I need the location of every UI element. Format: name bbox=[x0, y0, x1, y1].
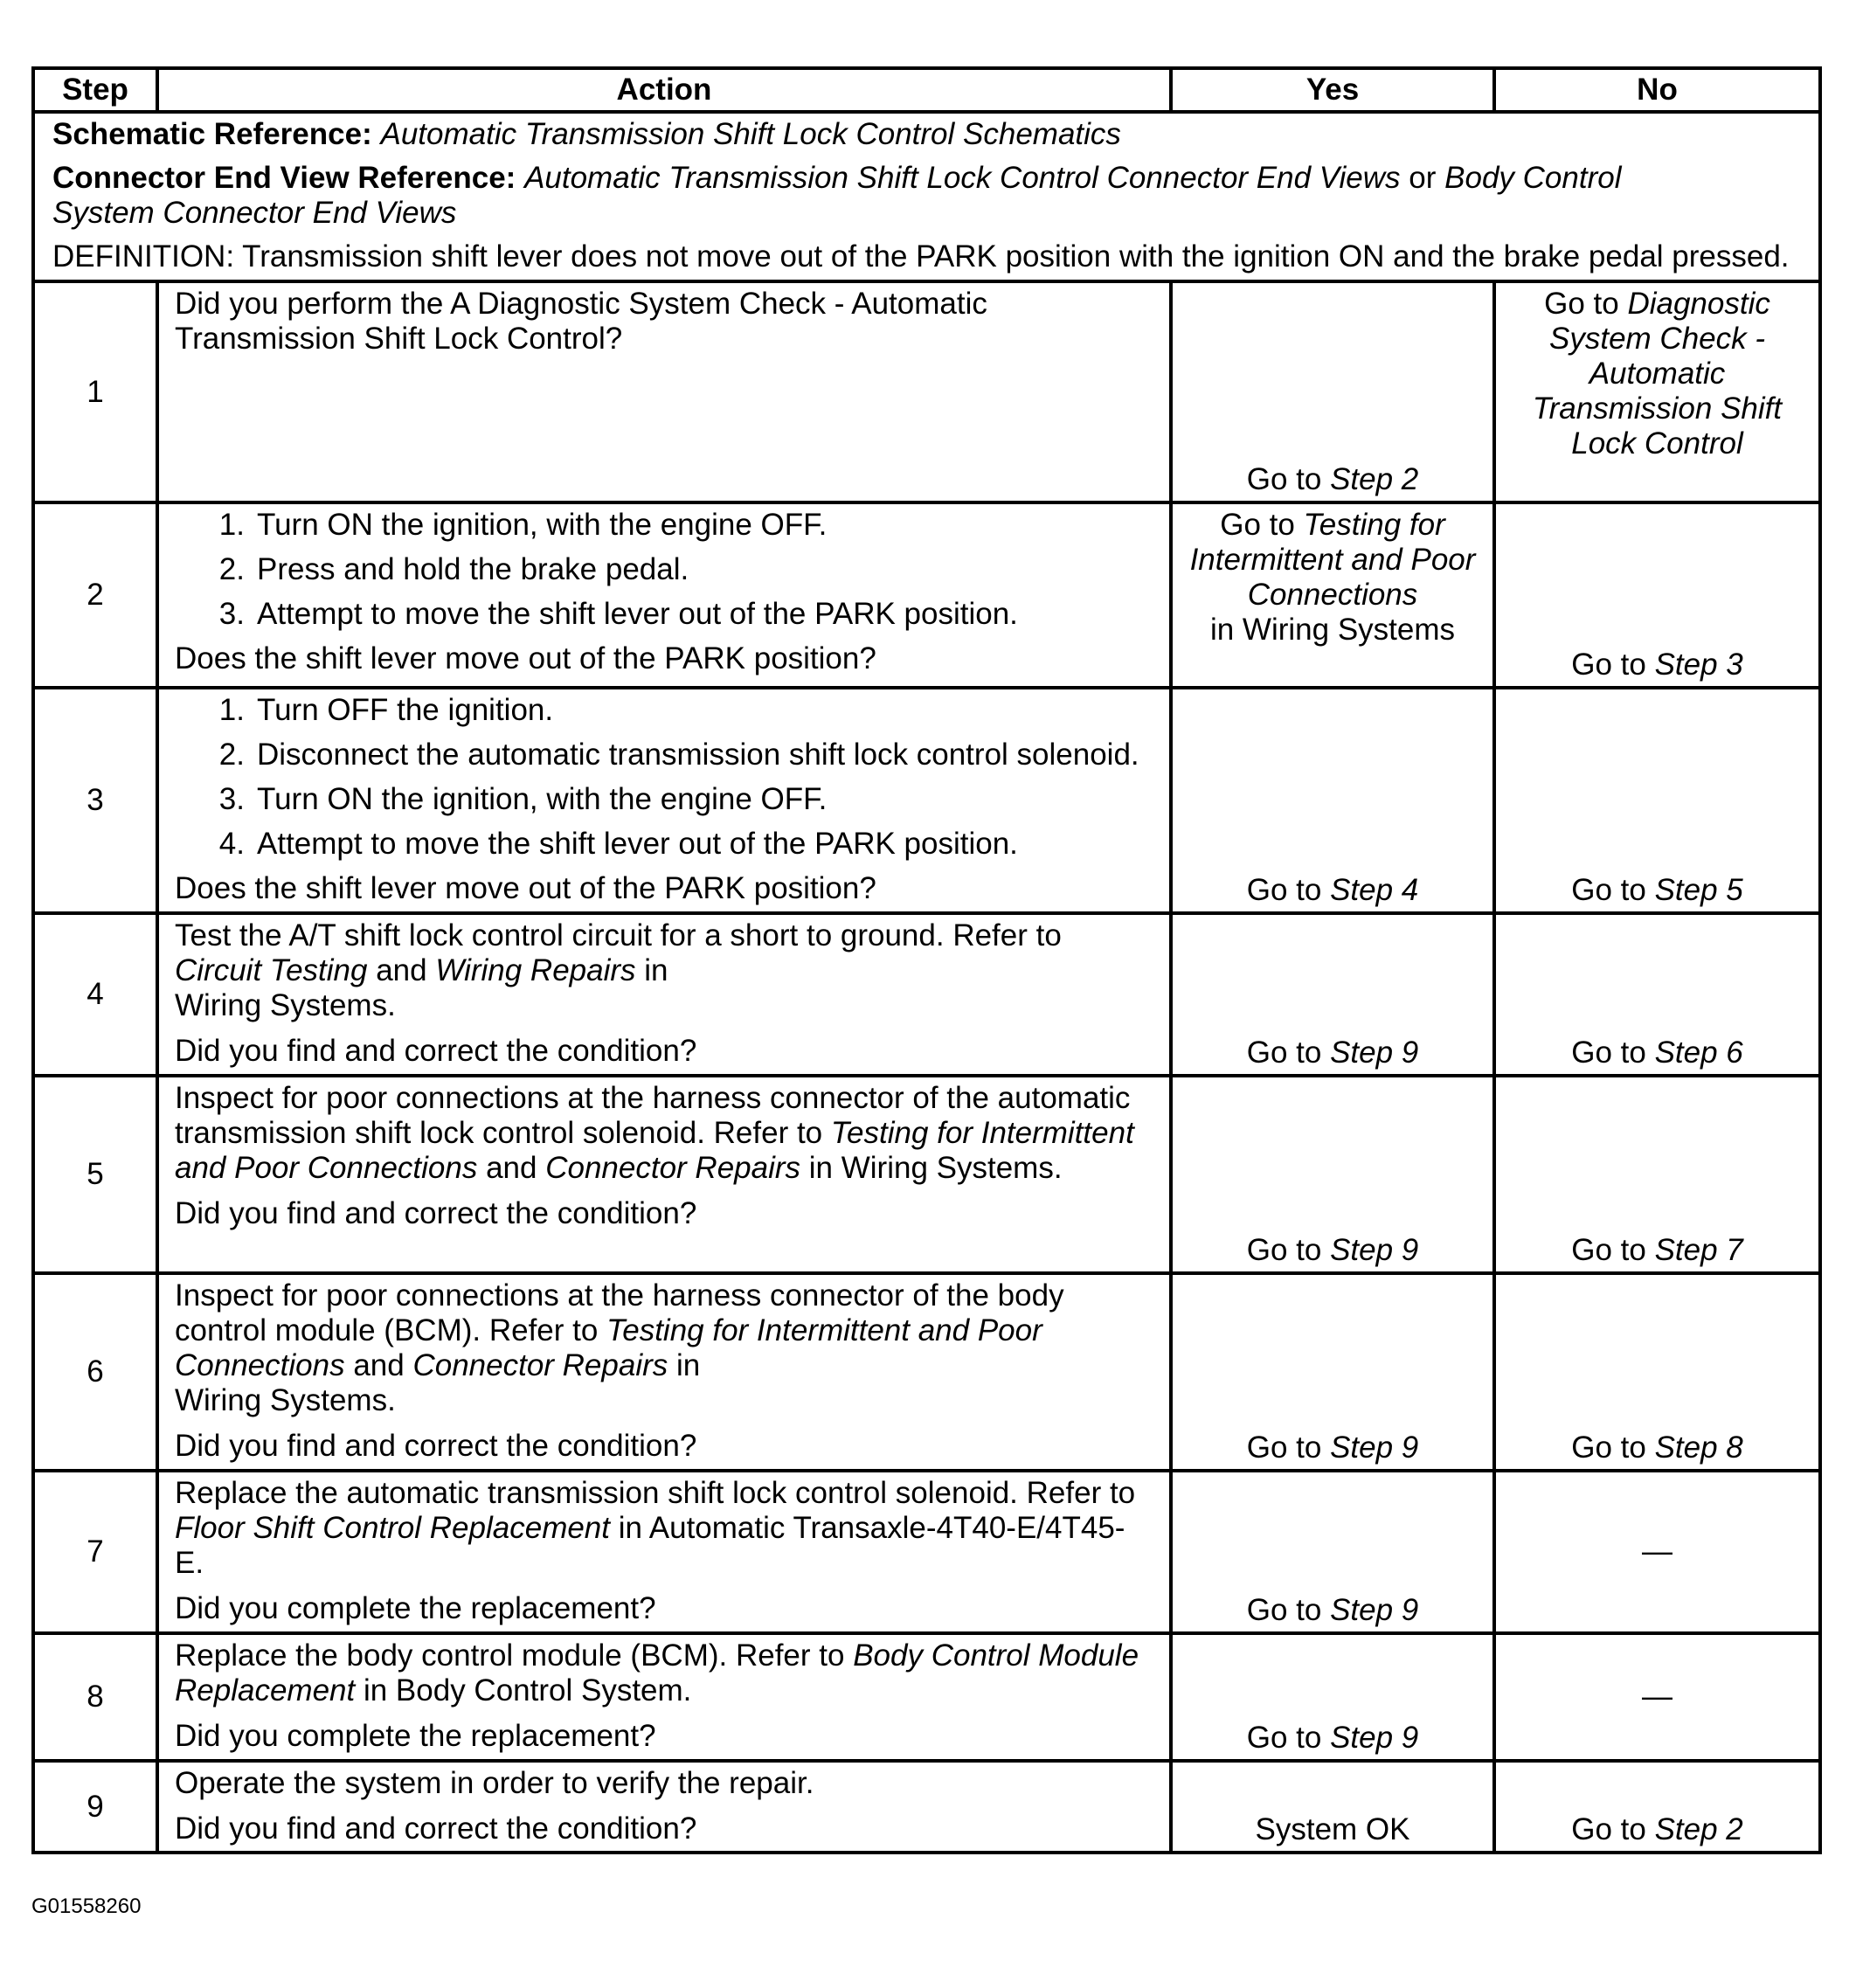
no-link[interactable]: Step 7 bbox=[1654, 1233, 1743, 1267]
reference-link[interactable]: Testing for Intermittent and Poor Connections bbox=[175, 1313, 1042, 1382]
yes-link[interactable]: Step 9 bbox=[1330, 1430, 1419, 1465]
reference-cell bbox=[33, 112, 1820, 281]
step-number: 6 bbox=[33, 1273, 157, 1471]
yes-cell: Go to Step 9 bbox=[1171, 913, 1494, 1076]
definition: DEFINITION: Transmission shift lever does not move out of the PARK position with the ignition ON and the brake pedal pressed. bbox=[52, 239, 1790, 274]
no-cell bbox=[1494, 1471, 1820, 1633]
action-cell: Replace the automatic transmission shift lock control solenoid. Refer to Floor Shift Control Replacement in Automatic Transaxle-4T40-E/4T45-E. Did you complete the replacement? bbox=[157, 1471, 1171, 1633]
no-link[interactable]: Step 3 bbox=[1654, 648, 1743, 682]
table-row bbox=[33, 913, 1820, 1076]
yes-link[interactable]: Testing for Intermittent and Poor Connections bbox=[1189, 508, 1476, 612]
connector-reference: Connector End View Reference: Automatic Transmission Shift Lock Control Connector End Views or Body Control System Connector End Views bbox=[52, 161, 1622, 230]
no-cell: Go to Step 2 bbox=[1494, 1761, 1820, 1853]
yes-cell: Go to Step 2 bbox=[1171, 281, 1494, 502]
table-row bbox=[33, 1076, 1820, 1273]
table-row bbox=[33, 502, 1820, 688]
yes-cell: Go to Testing for Intermittent and Poor Connections in Wiring Systems bbox=[1171, 502, 1494, 688]
table-row bbox=[33, 688, 1820, 913]
figure-id: G01558260 bbox=[31, 1894, 142, 1918]
yes-link[interactable]: Step 9 bbox=[1330, 1721, 1419, 1755]
reference-link[interactable]: Testing for Intermittent and Poor Connections bbox=[175, 1116, 1134, 1185]
header-yes: Yes bbox=[1171, 68, 1494, 112]
table-row bbox=[33, 1633, 1820, 1761]
diagnostic-table bbox=[31, 66, 1822, 1854]
header-step: Step bbox=[33, 68, 157, 112]
yes-link[interactable]: Step 2 bbox=[1330, 462, 1419, 496]
list-item: 1. Turn ON the ignition, with the engine OFF. bbox=[218, 508, 828, 542]
yes-cell: Go to Step 9 bbox=[1171, 1273, 1494, 1471]
reference-link[interactable]: Connector Repairs bbox=[412, 1348, 668, 1382]
connector-reference-link-1[interactable]: Automatic Transmission Shift Lock Control Connector End Views bbox=[524, 161, 1401, 195]
table-row bbox=[33, 281, 1820, 502]
schematic-reference-link[interactable]: Automatic Transmission Shift Lock Control Schematics bbox=[380, 117, 1121, 151]
yes-cell bbox=[1171, 1761, 1494, 1853]
no-link[interactable]: Step 2 bbox=[1654, 1812, 1743, 1846]
list-item: 4. Attempt to move the shift lever out of the PARK position. bbox=[218, 827, 1018, 861]
schematic-reference: Schematic Reference: Automatic Transmission Shift Lock Control Schematics bbox=[52, 117, 1121, 151]
no-cell: Go to Diagnostic System Check - Automatic Transmission Shift Lock Control bbox=[1494, 281, 1820, 502]
no-cell: Go to Step 6 bbox=[1494, 913, 1820, 1076]
reference-row bbox=[33, 112, 1820, 281]
action-cell: Operate the system in order to verify the repair. Did you find and correct the condition? bbox=[157, 1761, 1171, 1853]
no-dash: — bbox=[1642, 1680, 1672, 1714]
no-link[interactable]: Step 5 bbox=[1654, 873, 1743, 907]
yes-result: System OK bbox=[1255, 1812, 1410, 1846]
reference-link[interactable]: Connector Repairs bbox=[545, 1151, 801, 1185]
list-item: 3. Turn ON the ignition, with the engine OFF. bbox=[218, 782, 828, 816]
list-item: 3. Attempt to move the shift lever out of the PARK position. bbox=[218, 597, 1018, 631]
header-row bbox=[33, 68, 1820, 112]
no-cell: Go to Step 3 bbox=[1494, 502, 1820, 688]
action-cell: Test the A/T shift lock control circuit for a short to ground. Refer to Circuit Testing and Wiring Repairs in Wiring Systems. Did you find and correct the condition? bbox=[157, 913, 1171, 1076]
action-cell: Replace the body control module (BCM). Refer to Body Control Module Replacement in Body Control System. Did you complete the replacement? bbox=[157, 1633, 1171, 1761]
list-item: 2. Disconnect the automatic transmission shift lock control solenoid. bbox=[218, 738, 1139, 772]
action-cell: Inspect for poor connections at the harness connector of the automatic transmission shift lock control solenoid. Refer to Testing for Intermittent and Poor Connections and Connector Repairs in Wiring Systems. Did you find and correct the condition? bbox=[157, 1076, 1171, 1273]
header-action: Action bbox=[157, 68, 1171, 112]
yes-cell: Go to Step 9 bbox=[1171, 1471, 1494, 1633]
reference-link[interactable]: Circuit Testing bbox=[175, 953, 368, 987]
reference-link[interactable]: Body Control Module Replacement bbox=[175, 1638, 1139, 1707]
no-link[interactable]: Step 6 bbox=[1654, 1036, 1743, 1070]
step-number: 4 bbox=[33, 913, 157, 1076]
no-dash: — bbox=[1642, 1534, 1672, 1569]
reference-link[interactable]: Wiring Repairs bbox=[435, 953, 636, 987]
no-link[interactable]: Diagnostic System Check - Automatic Transmission Shift Lock Control bbox=[1532, 287, 1783, 461]
connector-reference-link-2[interactable]: Body Control System Connector End Views bbox=[52, 161, 1622, 230]
no-cell bbox=[1494, 1633, 1820, 1761]
step-number: 2 bbox=[33, 502, 157, 688]
step-number: 1 bbox=[33, 281, 157, 502]
step-number: 7 bbox=[33, 1471, 157, 1633]
table-row bbox=[33, 1273, 1820, 1471]
action-cell: Inspect for poor connections at the harness connector of the body control module (BCM). Refer to Testing for Intermittent and Poor Connections and Connector Repairs in Wiring Systems. Did you find and correct the condition? bbox=[157, 1273, 1171, 1471]
no-cell: Go to Step 8 bbox=[1494, 1273, 1820, 1471]
header-no: No bbox=[1494, 68, 1820, 112]
yes-link[interactable]: Step 9 bbox=[1330, 1233, 1419, 1267]
yes-link[interactable]: Step 9 bbox=[1330, 1036, 1419, 1070]
step-number: 3 bbox=[33, 688, 157, 913]
list-item: 2. Press and hold the brake pedal. bbox=[218, 552, 689, 586]
no-cell: Go to Step 5 bbox=[1494, 688, 1820, 913]
no-cell: Go to Step 7 bbox=[1494, 1076, 1820, 1273]
step-number: 8 bbox=[33, 1633, 157, 1761]
action-cell: 1. Turn OFF the ignition. 2. Disconnect the automatic transmission shift lock control solenoid. 3. Turn ON the ignition, with the engine OFF. 4. Attempt to move the shift lever out of the PARK position. Does the shift lever move out of the PARK position? bbox=[157, 688, 1171, 913]
yes-cell: Go to Step 4 bbox=[1171, 688, 1494, 913]
yes-link[interactable]: Step 9 bbox=[1330, 1593, 1419, 1627]
step-number: 5 bbox=[33, 1076, 157, 1273]
table-row bbox=[33, 1761, 1820, 1853]
yes-cell: Go to Step 9 bbox=[1171, 1633, 1494, 1761]
step-number: 9 bbox=[33, 1761, 157, 1853]
yes-link[interactable]: Step 4 bbox=[1330, 873, 1419, 907]
action-cell: Did you perform the A Diagnostic System Check - Automatic Transmission Shift Lock Control? bbox=[157, 281, 1171, 502]
action-cell: 1. Turn ON the ignition, with the engine OFF. 2. Press and hold the brake pedal. 3. Attempt to move the shift lever out of the PARK position. Does the shift lever move out of the PARK position? bbox=[157, 502, 1171, 688]
reference-link[interactable]: Floor Shift Control Replacement bbox=[175, 1511, 610, 1545]
yes-cell: Go to Step 9 bbox=[1171, 1076, 1494, 1273]
no-link[interactable]: Step 8 bbox=[1654, 1430, 1743, 1465]
list-item: 1. Turn OFF the ignition. bbox=[218, 693, 554, 727]
table-row bbox=[33, 1471, 1820, 1633]
